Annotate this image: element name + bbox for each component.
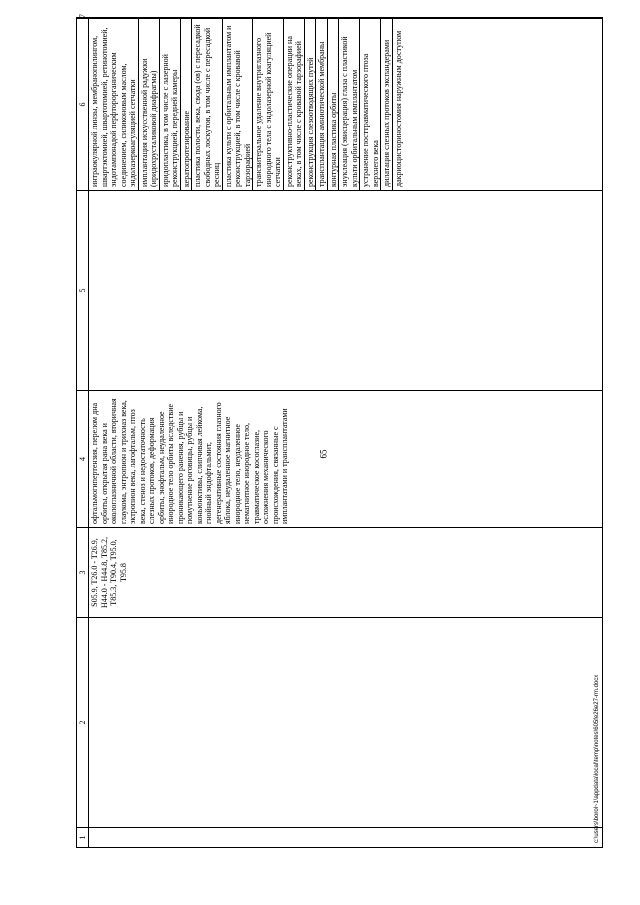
treatment-methods-cell: [89, 19, 603, 191]
treatment-method-item: имплантация искусственной радужки (иридохрусталиковой диафрагмы): [139, 19, 160, 190]
column-number-7: 7: [78, 14, 87, 18]
treatment-method-item: пластика полости, века, свода (ов) с пересадкой свободных лоскутов, в том числе с пересадкой ресниц: [192, 19, 223, 190]
cell-col-5: [89, 191, 603, 391]
column-number-5: 5: [77, 191, 89, 391]
treatment-method-item: трансвитеральное удаление внутриглазного инородного тела с эндолазерной коагуляцией сетчатки: [253, 19, 284, 190]
treatment-method-item: контурная пластика орбиты: [328, 19, 340, 190]
treatment-method-item: трансплантация амниотической мембраны: [316, 19, 328, 190]
procedure-table: [76, 14, 603, 848]
diagnosis-cell: офтальмогипертензия, перелом дна орбиты, открытая рана века и окологлазничной области, вторичная глаукома, энтропион и трихиаз века, эктропион века, лагофтальм, птоз века, стеноз и недостаточность слезных протоков, деформация орбиты, энофтальм, неудаленное инородное тело орбиты вследствие проникающего ранения, рубцы и помутнение роговицы, рубцы и коньюнктивы, слипчивая лейкома, гнойный эндофтальмит, дегенеративные состояния глазного яблока, неудаленное магнитное инородное тело, неудаленное немагнитное инородное тело, травматическое косоглазие, осложнения механического происхождения, связанные с имплантатами и трансплантатами: [89, 391, 603, 528]
treatment-method-item: дилатация слезных протоков экспандерами: [381, 19, 393, 190]
treatment-method-item: энуклеация (эвисцерация) глаза с пластикой культи орбитальным имплантатом: [339, 19, 360, 190]
treatment-method-item: иридопластика, в том числе с лазерной реконструкцией, передней камеры: [160, 19, 181, 190]
header-row: [77, 18, 89, 848]
treatment-method-item: пластика культи с орбитальным имплантатом и реконструкцией, в том числе с кровавой тарзорафией: [223, 19, 254, 190]
treatment-method-item: интраокулярной линзы, мембранопилингом, швартэктомией, швартотомией, ретинотомией, эндотампонадой перфторорганическим соединением, силиконовым маслом, эндолазеркоагуляцией сетчатки: [89, 19, 139, 190]
treatment-method-item: устранение посттравматического птоза верхнего века: [360, 19, 381, 190]
cell-col-2: [89, 618, 603, 828]
treatment-method-item: реконструктивно-пластические операции на веках, в том числе с кровавой тарзорафией: [284, 19, 305, 190]
rotated-table-container: [76, 14, 603, 848]
column-number-2: 2: [77, 618, 89, 828]
treatment-method-item: кератопротезирование: [181, 19, 193, 190]
treatment-method-item: реконструкция слезоотводящих путей: [305, 19, 317, 190]
column-number-4: 4: [77, 391, 89, 528]
page-number: 65: [318, 449, 329, 459]
cell-col-1: [89, 828, 603, 848]
table-row: [89, 18, 603, 848]
cell-col-7: [89, 18, 603, 19]
treatment-method-item: дакриоцисториностомия наружным доступом: [393, 30, 403, 187]
icd-codes-cell: S05.9, T26.0 - T26.9, H44.0 - H44.8, T85.2, T85.3, T90.4, T95.0, T95.8: [89, 528, 603, 618]
column-number-1: 1: [77, 828, 89, 848]
column-number-6: 6: [77, 19, 89, 191]
column-number-3: 3: [77, 528, 89, 618]
file-path-footer: c:\users\borol~1\appdata\local\temp\notes\605fe26e27-rm.docx: [594, 674, 600, 843]
